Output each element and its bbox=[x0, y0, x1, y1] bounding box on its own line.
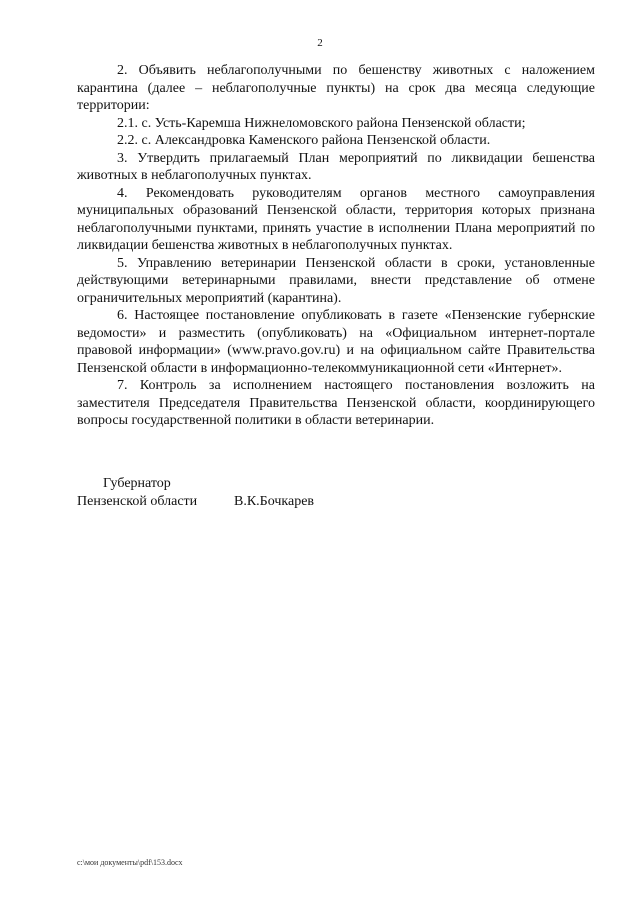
paragraph-3: 3. Утвердить прилагаемый План мероприятий по ликвидации бешенства животных в неблагополучных пунктах. bbox=[77, 150, 595, 183]
signature-title: Губернатор bbox=[103, 476, 171, 491]
paragraph-2-2: 2.2. с. Александровка Каменского района Пензенской области. bbox=[117, 133, 491, 148]
paragraph-2: 2. Объявить неблагополучными по бешенству животных с наложением карантина (далее – неблагополучные пункты) на срок два месяца следующие территории: bbox=[77, 63, 595, 113]
page-number: 2 bbox=[317, 37, 323, 49]
document-body bbox=[77, 62, 595, 430]
signature-region: Пензенской области bbox=[77, 494, 198, 509]
signature-block bbox=[77, 475, 314, 511]
paragraph-7: 7. Контроль за исполнением настоящего постановления возложить на заместителя Председателя Правительства Пензенской области, координирующего вопросы государственной политики в области ветеринарии. bbox=[77, 378, 595, 428]
paragraph-2-1: 2.1. с. Усть-Каремша Нижнеломовского района Пензенской области; bbox=[117, 115, 526, 131]
signature-name: В.К.Бочкарев bbox=[234, 494, 315, 509]
signature-row bbox=[77, 493, 314, 511]
paragraph-4: 4. Рекомендовать руководителям органов местного самоуправления муниципальных образований Пензенской области, территория которых признана неблагополучными пунктами, принять участие в исполнении Плана мероприятий по ликвидации бешенства животных в неблагополучных пунктах. bbox=[77, 185, 595, 253]
footer-file-path: c:\мои документы\pdf\153.docx bbox=[77, 858, 183, 867]
paragraph-6: 6. Настоящее постановление опубликовать в газете «Пензенские губернские ведомости» и разместить (опубликовать) на «Официальном интернет-портале правовой информации» (www.pravo.gov.ru) и на официальном сайте Правительства Пензенской области в информационно-телекоммуникационной сети «Интернет». bbox=[77, 308, 595, 376]
paragraph-5: 5. Управлению ветеринарии Пензенской области в сроки, установленные действующими ветеринарными правилами, внести представление об отмене ограничительных мероприятий (карантина). bbox=[77, 255, 595, 306]
